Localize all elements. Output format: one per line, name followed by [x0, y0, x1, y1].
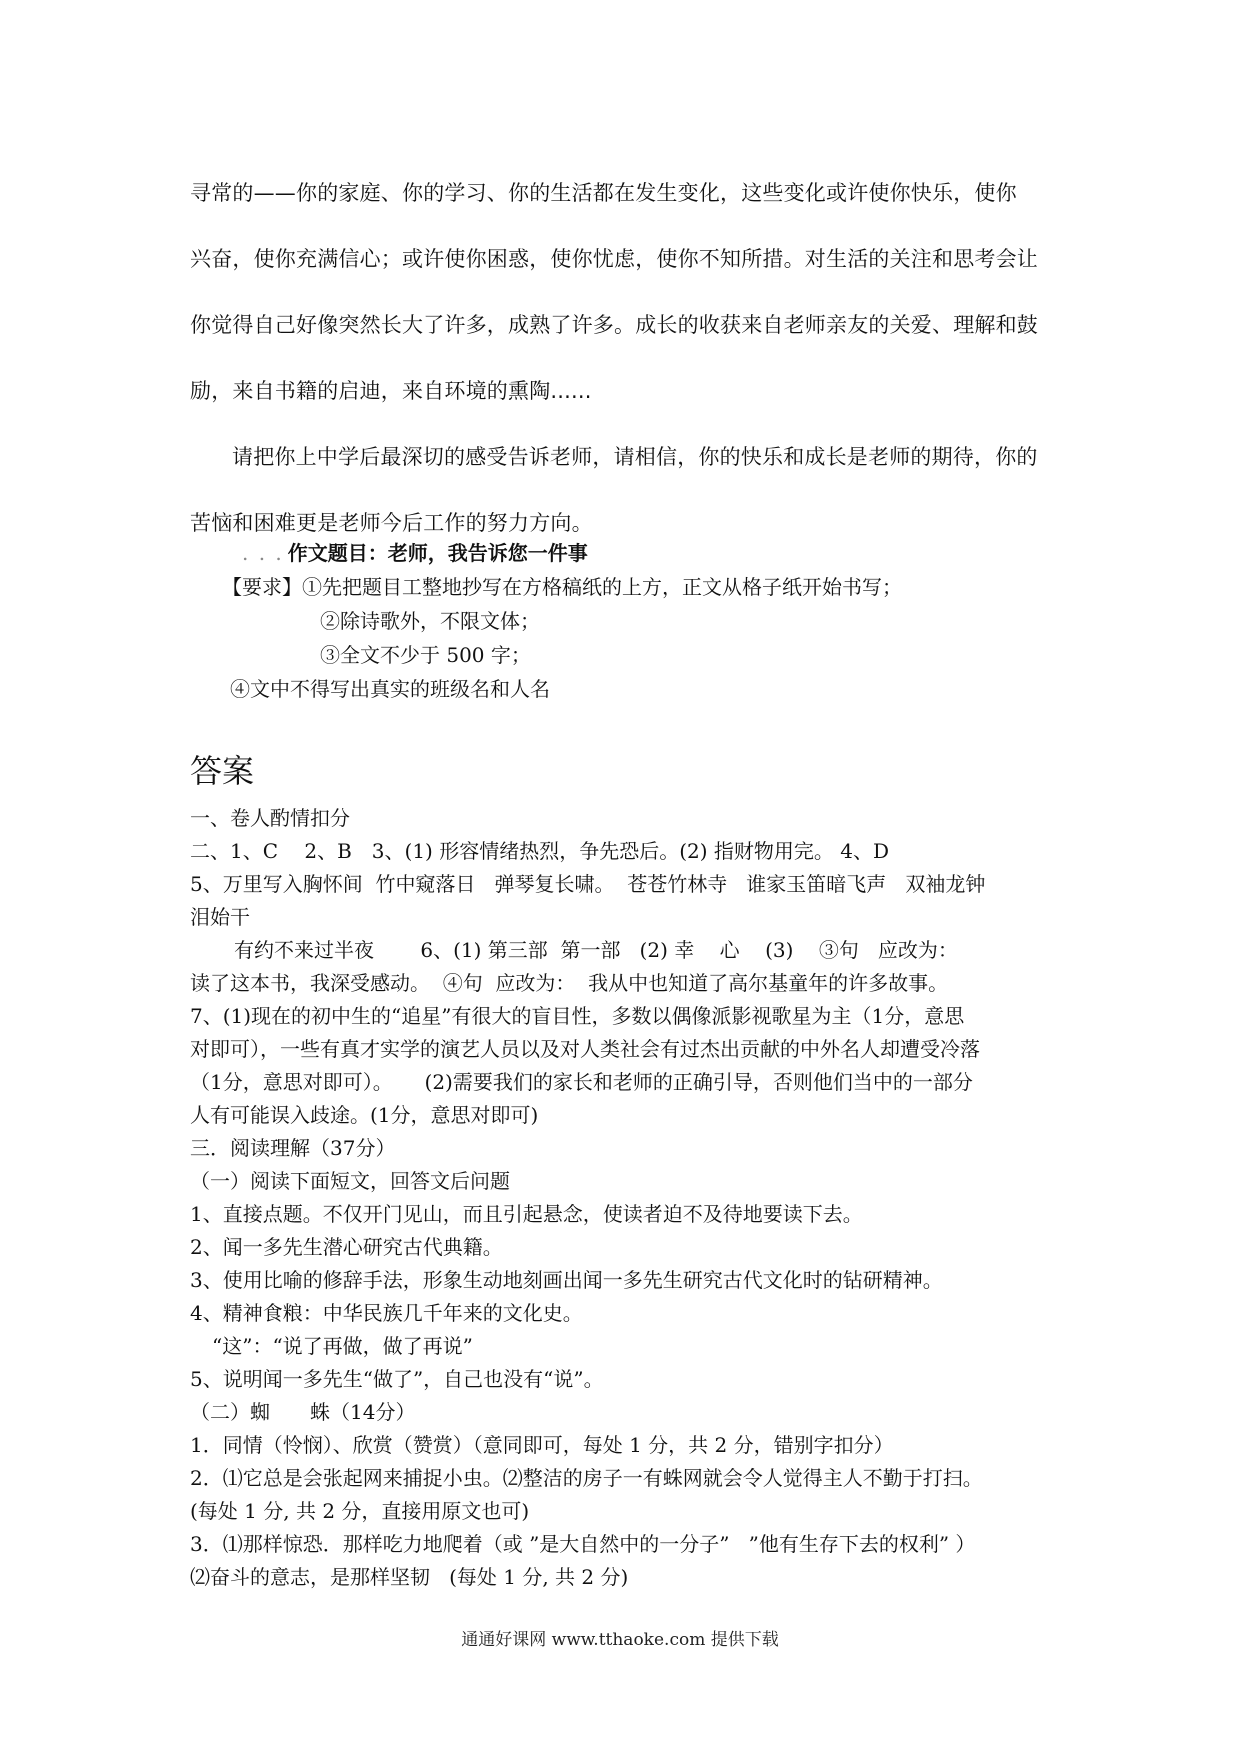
intro-line: 励，来自书籍的启迪，来自环境的熏陶...... — [190, 379, 592, 403]
requirement-1: 【要求】①先把题目工整地抄写在方格稿纸的上方，正文从格子纸开始书写； — [222, 575, 902, 599]
answer-line: “这”：“说了再做，做了再说” — [212, 1334, 473, 1358]
answer-line: 2、闻一多先生潜心研究古代典籍。 — [190, 1235, 503, 1259]
answer-line: 泪始干 — [190, 905, 250, 929]
answer-line: 二、1、C 2、B 3、(1) 形容情绪热烈，争先恐后。(2) 指财物用完。 4、D — [190, 839, 890, 863]
intro-line: 寻常的——你的家庭、你的学习、你的生活都在发生变化，这些变化或许使你快乐，使你 — [190, 181, 1017, 205]
essay-task — [196, 536, 1096, 706]
answer-line: （一）阅读下面短文，回答文后问题 — [190, 1169, 510, 1193]
answer-line: 5、万里写入胸怀间 竹中窥落日 弹琴复长啸。 苍苍竹林寺 谁家玉笛暗飞声 双袖龙钟 — [190, 872, 986, 896]
answer-line: 2．⑴它总是会张起网来捕捉小虫。⑵整洁的房子一有蛛网就会令人觉得主人不勤于打扫。 — [190, 1466, 983, 1490]
answer-line: 4、精神食粮：中华民族几千年来的文化史。 — [190, 1301, 583, 1325]
intro-line: 请把你上中学后最深切的感受告诉老师，请相信，你的快乐和成长是老师的期待，你的 — [232, 445, 1038, 469]
answer-line: 5、说明闻一多先生“做了”，自己也没有“说”。 — [190, 1367, 604, 1391]
answer-line: 1、直接点题。不仅开门见山，而且引起悬念，使读者迫不及待地要读下去。 — [190, 1202, 863, 1226]
answer-line: （二）蜘 蛛（14分） — [190, 1400, 416, 1424]
essay-title-text: 作文题目：老师，我告诉您一件事 — [287, 541, 588, 565]
answer-line: 三．阅读理解（37分） — [190, 1136, 396, 1160]
answer-line: （1分，意思对即可）。 (2)需要我们的家长和老师的正确引导，否则他们当中的一部分 — [190, 1070, 973, 1094]
answer-heading: 答案 — [190, 752, 255, 790]
answer-line: ⑵奋斗的意志，是那样坚韧 (每处 1 分, 共 2 分) — [190, 1565, 629, 1589]
requirement-4: ④文中不得写出真实的班级名和人名 — [230, 677, 550, 701]
intro-line: 苦恼和困难更是老师今后工作的努力方向。 — [190, 511, 593, 535]
requirement-2: ②除诗歌外，不限文体； — [320, 609, 540, 633]
intro-line: 兴奋，使你充满信心；或许使你困惑，使你忧虑，使你不知所措。对生活的关注和思考会让 — [190, 247, 1038, 271]
answer-line: 对即可），一些有真才实学的演艺人员以及对人类社会有过杰出贡献的中外名人却遭受冷落 — [190, 1037, 980, 1061]
answer-line: 一、卷人酌情扣分 — [190, 806, 350, 830]
answer-line: 1．同情（怜悯）、欣赏（赞赏）（意同即可，每处 1 分，共 2 分，错别字扣分） — [190, 1433, 894, 1457]
answer-line: (每处 1 分, 共 2 分，直接用原文也可) — [190, 1499, 530, 1523]
essay-title — [196, 536, 1096, 570]
answer-line: 7、(1)现在的初中生的“追星”有很大的盲目性，多数以偶像派影视歌星为主（1分，意思 — [190, 1004, 965, 1028]
answer-line: 读了这本书，我深受感动。 ④句 应改为： 我从中也知道了高尔基童年的许多故事。 — [190, 971, 949, 995]
answer-line: 有约不来过半夜 6、(1) 第三部 第一部 (2) 幸 心 (3) ③句 应改为： — [234, 938, 958, 962]
page-footer: 通通好课网 www.tthaoke.com 提供下载 — [461, 1630, 779, 1650]
answer-line: 3．⑴那样惊恐．那样吃力地爬着（或 ”是大自然中的一分子” ”他有生存下去的权利” ） — [190, 1532, 976, 1556]
essay-prompt-intro — [190, 160, 1070, 556]
intro-line: 你觉得自己好像突然长大了许多，成熟了许多。成长的收获来自老师亲友的关爱、理解和鼓 — [190, 313, 1038, 337]
answer-line: 3、使用比喻的修辞手法，形象生动地刻画出闻一多先生研究古代文化时的钻研精神。 — [190, 1268, 943, 1292]
answer-section — [190, 748, 1070, 1594]
leader-dots: . . . — [242, 541, 284, 565]
requirement-3: ③全文不少于 500 字； — [320, 643, 531, 667]
answer-line: 人有可能误入歧途。(1分，意思对即可) — [190, 1103, 539, 1127]
